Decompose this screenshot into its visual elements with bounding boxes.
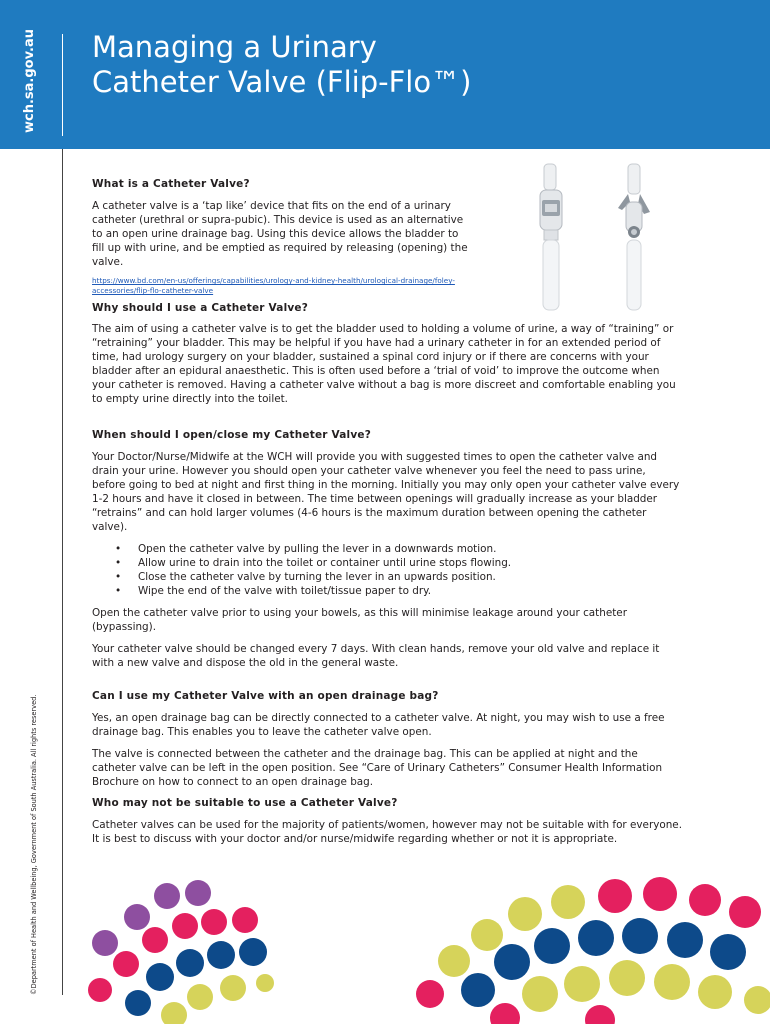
dots-left-cluster (88, 880, 274, 1024)
catheter-valve-illustration (532, 162, 672, 312)
heading-who: Who may not be suitable to use a Catheter Valve? (92, 797, 398, 809)
section-why (92, 302, 682, 407)
dots-right-cluster (416, 877, 770, 1024)
who-body: Catheter valves can be used for the majority of patients/women, however may not be suitable with for everyone. It is best to discuss with your doctor and/or nurse/midwife regarding whether or not it is appropriate. (92, 819, 682, 846)
valve-closed-icon (540, 164, 562, 310)
section-bag (92, 690, 682, 789)
what-body: A catheter valve is a ‘tap like’ device that fits on the end of a urinary catheter (urethral or supra-pubic). This device is used as an alternative to an open urine drainage bag. Using this device allows the bladder to fill up with urine, and be emptied as required by releasing (opening) the valve. (92, 200, 468, 269)
site-url: wch.sa.gov.au (22, 29, 37, 133)
bag-body-1: Yes, an open drainage bag can be directly connected to a catheter valve. At night, you may wish to use a free drainage bag. This enables you to leave the catheter valve open. (92, 712, 665, 739)
list-item: • Open the catheter valve by pulling the lever in a downwards motion. (92, 542, 682, 556)
heading-why: Why should I use a Catheter Valve? (92, 302, 309, 314)
page-title (92, 30, 732, 100)
title-line-1: Managing a Urinary (92, 30, 377, 64)
change-note: Your catheter valve should be changed every 7 days. With clean hands, remove your old valve and replace it with a new valve and dispose the old in the general waste. (92, 643, 660, 670)
bag-body-2: The valve is connected between the catheter and the drainage bag. This can be applied at night and the catheter valve can be left in the open position. See “Care of Urinary Catheters” Consumer Health Information Brochure on how to connect to an open drainage bag. (92, 748, 663, 789)
heading-when: When should I open/close my Catheter Valve? (92, 429, 371, 441)
list-item: • Close the catheter valve by turning the lever in an upwards position. (92, 570, 682, 584)
heading-what: What is a Catheter Valve? (92, 178, 250, 190)
valve-open-icon (618, 164, 650, 310)
copyright-notice: ©Department of Health and Wellbeing, Government of South Australia. All rights reserved. (30, 694, 38, 995)
section-who (92, 797, 682, 846)
steps-list (92, 542, 682, 598)
why-body: The aim of using a catheter valve is to get the bladder used to holding a volume of urine, a way of “training” or “retraining” your bladder. This may be helpful if you have had a urinary catheter in for an extended period of time, had urology surgery on your bladder, sustained a spinal cord injury or if there are concerns with your bladder after an epidural anaesthetic. This is often used before a ‘trial of void’ to improve the outcome when your catheter is removed. Having a catheter valve without a bag is more discreet and comfortable enabling you to empty urine directly into the toilet. (92, 323, 676, 406)
when-body: Your Doctor/Nurse/Midwife at the WCH will provide you with suggested times to open the catheter valve and drain your urine. However you should open your catheter valve whenever you feel the need to pass urine, before going to bed at night and first thing in the morning. Initially you may only open your catheter valve every 1-2 hours and have it closed in between. The time between openings will gradually increase as your bladder “retrains” and can hold larger volumes (4-6 hours is the maximum duration between opening the catheter valve). (92, 451, 680, 534)
decorative-dots (0, 860, 770, 1024)
section-when (92, 429, 682, 670)
header-divider (62, 34, 63, 136)
product-link[interactable]: https://www.bd.com/en-us/offerings/capabilities/urology-and-kidney-health/urological-drainage/foley-accessories/flip-flo-catheter-valve (92, 276, 455, 295)
heading-bag: Can I use my Catheter Valve with an open drainage bag? (92, 690, 439, 702)
list-item: • Allow urine to drain into the toilet or container until urine stops flowing. (92, 556, 682, 570)
list-item: • Wipe the end of the valve with toilet/tissue paper to dry. (92, 584, 682, 598)
bowels-note: Open the catheter valve prior to using your bowels, as this will minimise leakage around your catheter (bypassing). (92, 606, 627, 634)
title-line-2: Catheter Valve (Flip-Flo™) (92, 65, 472, 99)
